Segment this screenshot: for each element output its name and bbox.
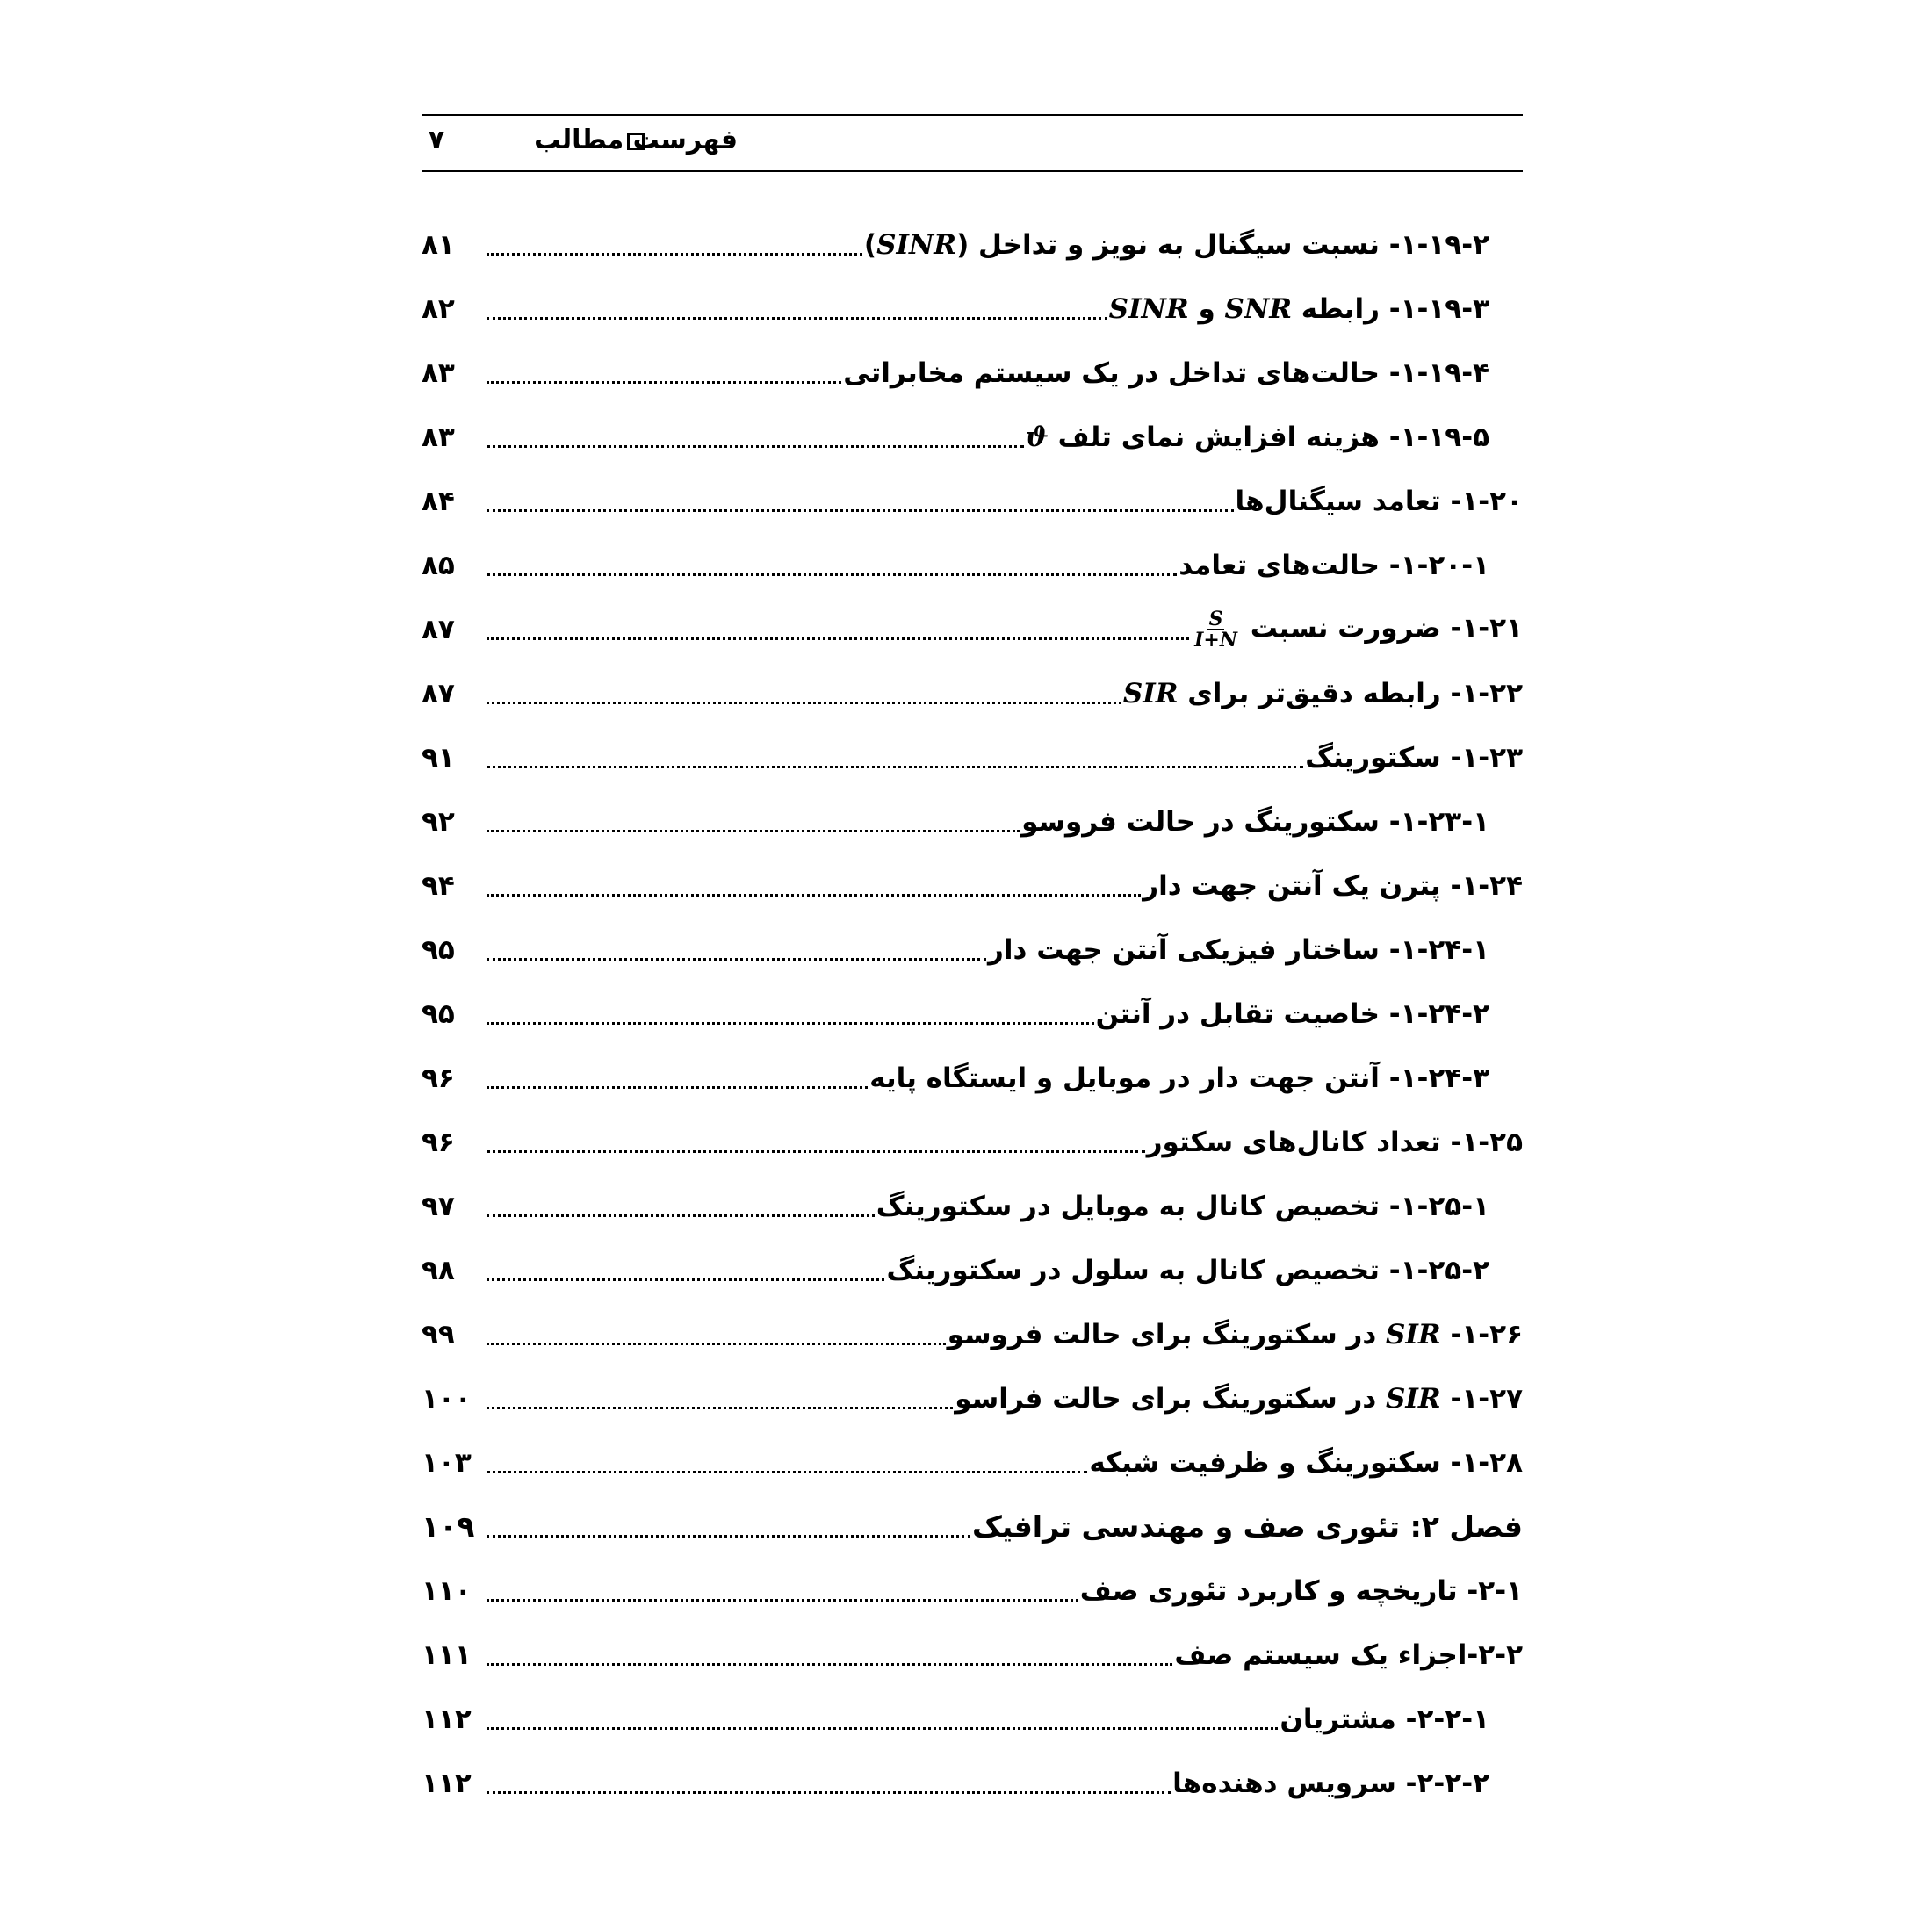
toc-entry-page: ۸۴ <box>422 485 455 517</box>
toc-entry[interactable] <box>422 1559 1523 1623</box>
toc-entry-page: ۸۳ <box>422 421 455 453</box>
toc-entry[interactable] <box>422 1238 1523 1302</box>
dot-leader <box>487 1535 970 1538</box>
dot-leader <box>487 766 1303 768</box>
dot-leader <box>487 1791 1171 1794</box>
toc-entry-page: ۹۵ <box>422 933 455 966</box>
math-term: ϑ <box>1025 421 1049 453</box>
toc-entry[interactable] <box>422 597 1523 661</box>
dot-leader <box>487 1343 946 1345</box>
toc-entry[interactable] <box>422 212 1523 277</box>
toc-entry-page: ۱۱۲ <box>422 1767 472 1799</box>
dot-leader <box>487 381 841 384</box>
toc-entry-label: ۱-۲۸- سکتورینگ و ظرفیت شبکه <box>1089 1446 1523 1479</box>
toc-entry-page: ۹۶ <box>422 1126 455 1158</box>
toc-entry-page: ۸۲ <box>422 292 455 325</box>
dot-leader <box>487 445 1024 448</box>
math-term: SINR <box>1108 292 1189 325</box>
dot-leader <box>487 1278 884 1281</box>
toc-entry-label: ۱-۲۱- ضرورت نسبت $\frac{S}{I+N}$ <box>1194 607 1523 652</box>
toc-entry-page: ۸۳ <box>422 357 455 389</box>
toc-entry-label: ۱-۱۹-۳- رابطه SNR و SINR <box>1108 292 1489 325</box>
page-number: ۷ <box>428 125 444 155</box>
dot-leader <box>487 1663 1172 1666</box>
toc-entry[interactable] <box>422 1302 1523 1366</box>
toc-entry-label: ۱-۲۴-۲- خاصیت تقابل در آنتن <box>1095 998 1489 1030</box>
math-term: SINR <box>876 228 957 261</box>
toc-entry[interactable] <box>422 725 1523 789</box>
toc-entry[interactable] <box>422 982 1523 1046</box>
math-term: SIR <box>1386 1318 1441 1350</box>
dot-leader <box>487 1407 953 1409</box>
page-header <box>422 116 1523 170</box>
toc-entry-label: ۱-۱۹-۴- حالت‌های تداخل در یک سیستم مخابراتی <box>843 357 1489 389</box>
toc-entry-page: ۹۷ <box>422 1190 455 1222</box>
toc-entry[interactable] <box>422 341 1523 405</box>
toc-entry[interactable] <box>422 1623 1523 1687</box>
square-bullet-icon <box>627 133 645 150</box>
toc-entry-label: ۱-۲۵-۱- تخصیص کانال به موبایل در سکتورینگ <box>876 1190 1489 1222</box>
toc-entry[interactable] <box>422 1110 1523 1174</box>
toc-entry[interactable] <box>422 469 1523 533</box>
dot-leader <box>487 1022 1094 1025</box>
toc-entry-label: ۱-۲۰- تعامد سیگنال‌ها <box>1235 485 1523 517</box>
dot-leader <box>487 1727 1278 1730</box>
dot-leader <box>487 509 1234 512</box>
toc-entry-page: ۹۱ <box>422 741 455 774</box>
toc-entry[interactable] <box>422 1430 1523 1494</box>
toc-entry[interactable] <box>422 405 1523 469</box>
toc-entry[interactable] <box>422 533 1523 597</box>
toc-entry-page: ۹۲ <box>422 805 455 838</box>
toc-entry-page: ۱۰۹ <box>422 1509 475 1544</box>
toc-entry-label: ۱-۲۷- SIR در سکتورینگ برای حالت فراسو <box>955 1382 1523 1415</box>
dot-leader <box>487 894 1141 897</box>
toc-entry-label: ۱-۱۹-۵- هزینه افزایش نمای تلف ϑ <box>1025 421 1489 453</box>
toc-entry[interactable] <box>422 661 1523 725</box>
toc-entry-label: ۲-۲-اجزاء یک سیستم صف <box>1174 1639 1523 1671</box>
toc-entry-label: ۱-۲۲- رابطه دقیق‌تر برای SIR <box>1122 677 1523 709</box>
toc-entry-page: ۱۱۱ <box>422 1639 472 1671</box>
toc-entry-label: ۱-۲۴- پترن یک آنتن جهت دار <box>1143 869 1523 902</box>
toc-entry-label: ۱-۲۳- سکتورینگ <box>1305 741 1523 774</box>
toc-entry-label: ۲-۲-۱- مشتریان <box>1280 1703 1489 1735</box>
toc-entry-label: ۱-۲۴-۱- ساختار فیزیکی آنتن جهت دار <box>988 933 1489 966</box>
math-term: SNR <box>1224 292 1293 325</box>
toc-entry[interactable] <box>422 277 1523 341</box>
toc-entry-label: ۱-۲۰-۱- حالت‌های تعامد <box>1179 549 1489 581</box>
fraction: $\frac{S}{I+N}$ <box>1194 607 1237 652</box>
toc-entry[interactable] <box>422 1174 1523 1238</box>
dot-leader <box>487 317 1107 320</box>
dot-leader <box>487 958 986 961</box>
dot-leader <box>487 637 1189 640</box>
toc-entry-page: ۱۱۲ <box>422 1703 472 1735</box>
toc-entry[interactable] <box>422 789 1523 853</box>
toc-entry[interactable] <box>422 853 1523 918</box>
dot-leader <box>487 573 1177 576</box>
toc-page <box>422 114 1523 1815</box>
toc-entry-label: ۱-۲۶- SIR در سکتورینگ برای حالت فروسو <box>947 1318 1523 1350</box>
dot-leader <box>487 1086 868 1089</box>
header-bottom-rule <box>422 170 1523 172</box>
toc-entry-page: ۹۵ <box>422 998 455 1030</box>
toc-entry-label: فصل ۲: تئوری صف و مهندسی ترافیک <box>971 1509 1523 1544</box>
dot-leader <box>487 1150 1145 1153</box>
toc-entry-page: ۸۷ <box>422 677 455 709</box>
toc-entry-page: ۸۵ <box>422 549 455 581</box>
toc-entry-page: ۹۶ <box>422 1062 455 1094</box>
toc-entry-page: ۹۹ <box>422 1318 455 1350</box>
table-of-contents <box>422 212 1523 1815</box>
toc-entry-page: ۹۴ <box>422 869 455 902</box>
math-term: SIR <box>1386 1382 1441 1415</box>
toc-entry-label: ۱-۲۵- تعداد کانال‌های سکتور <box>1146 1126 1523 1158</box>
toc-entry-label: ۲-۱- تاریخچه و کاربرد تئوری صف <box>1079 1574 1523 1607</box>
dot-leader <box>487 253 862 256</box>
dot-leader <box>487 1599 1078 1602</box>
toc-entry[interactable] <box>422 1046 1523 1110</box>
toc-entry-label: ۱-۲۵-۲- تخصیص کانال به سلول در سکتورینگ <box>886 1254 1489 1286</box>
toc-entry-label: ۱-۱۹-۲- نسبت سیگنال به نویز و تداخل (SINR) <box>863 228 1489 261</box>
math-term: SIR <box>1122 677 1179 709</box>
toc-entry[interactable] <box>422 1366 1523 1430</box>
dot-leader <box>487 1214 875 1217</box>
page-title: فهرست مطالب <box>534 125 738 155</box>
toc-entry-page: ۸۷ <box>422 613 455 645</box>
toc-chapter-entry[interactable] <box>422 1494 1523 1559</box>
toc-entry-page: ۱۱۰ <box>422 1574 472 1607</box>
dot-leader <box>487 702 1121 704</box>
toc-entry-page: ۱۰۰ <box>422 1382 472 1415</box>
toc-entry-page: ۹۸ <box>422 1254 455 1286</box>
toc-entry-page: ۸۱ <box>422 228 455 261</box>
toc-entry-label: ۱-۲۳-۱- سکتورینگ در حالت فروسو <box>1021 805 1489 838</box>
toc-entry-page: ۱۰۳ <box>422 1446 472 1479</box>
toc-entry[interactable] <box>422 1687 1523 1751</box>
dot-leader <box>487 830 1020 832</box>
toc-entry[interactable] <box>422 918 1523 982</box>
dot-leader <box>487 1471 1087 1473</box>
toc-entry-label: ۱-۲۴-۳- آنتن جهت دار در موبایل و ایستگاه پایه <box>869 1062 1489 1094</box>
toc-entry[interactable] <box>422 1751 1523 1815</box>
toc-entry-label: ۲-۲-۲- سرویس دهنده‌ها <box>1172 1767 1489 1799</box>
